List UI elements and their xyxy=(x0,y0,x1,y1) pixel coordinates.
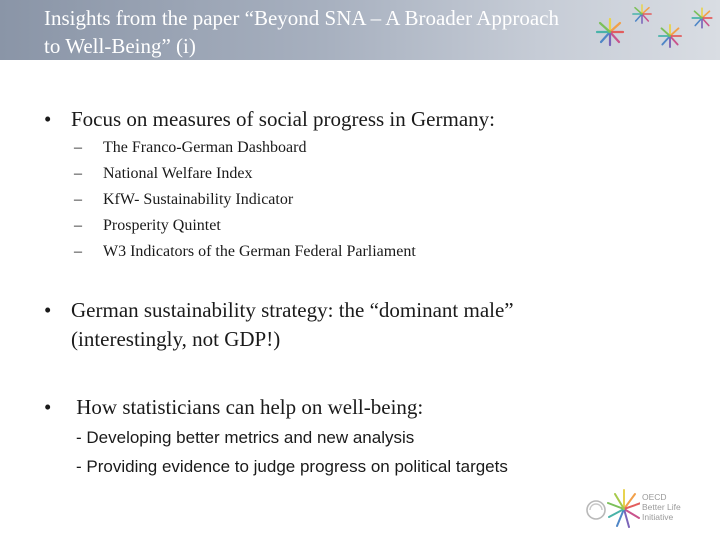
bullet-dot: • xyxy=(44,107,52,131)
plain-line: - Developing better metrics and new analysis xyxy=(76,428,415,447)
title-bar xyxy=(0,0,720,60)
logo-text xyxy=(642,492,702,522)
sub-item-text: W3 Indicators of the German Federal Parliament xyxy=(103,243,416,260)
sub-item-text: KfW- Sustainability Indicator xyxy=(103,191,294,208)
bullet-dot: • xyxy=(44,395,52,419)
slide-title-line-2: to Well-Being” (i) xyxy=(44,34,196,58)
bullet-text: Focus on measures of social progress in Germany: xyxy=(71,107,495,131)
sub-item-dash: – xyxy=(74,139,82,156)
bullet-text xyxy=(71,296,691,354)
sub-item-text: Prosperity Quintet xyxy=(103,217,221,234)
sub-item-text: The Franco-German Dashboard xyxy=(103,139,307,156)
bullet-dot: • xyxy=(44,298,52,322)
logo-text-line-3: Initiative xyxy=(642,512,674,522)
plain-line: - Providing evidence to judge progress on political targets xyxy=(76,457,508,476)
logo-text-line-2: Better Life xyxy=(642,502,681,512)
sub-item-dash: – xyxy=(74,243,82,260)
bullet-text-line-1: German sustainability strategy: the “dominant male” xyxy=(71,298,514,322)
bullet-text: How statisticians can help on well-being: xyxy=(71,395,424,419)
sub-item-dash: – xyxy=(74,191,82,208)
sub-item-text: National Welfare Index xyxy=(103,165,253,182)
sub-item-dash: – xyxy=(74,217,82,234)
slide-title-line-1: Insights from the paper “Beyond SNA – A Broader Approach xyxy=(44,6,559,30)
bullet-text-line-2: (interestingly, not GDP!) xyxy=(71,327,281,351)
sub-item-dash: – xyxy=(74,165,82,182)
slide-title xyxy=(44,4,704,60)
oecd-better-life-logo-icon xyxy=(584,486,640,532)
logo-text-line-1: OECD xyxy=(642,492,667,502)
